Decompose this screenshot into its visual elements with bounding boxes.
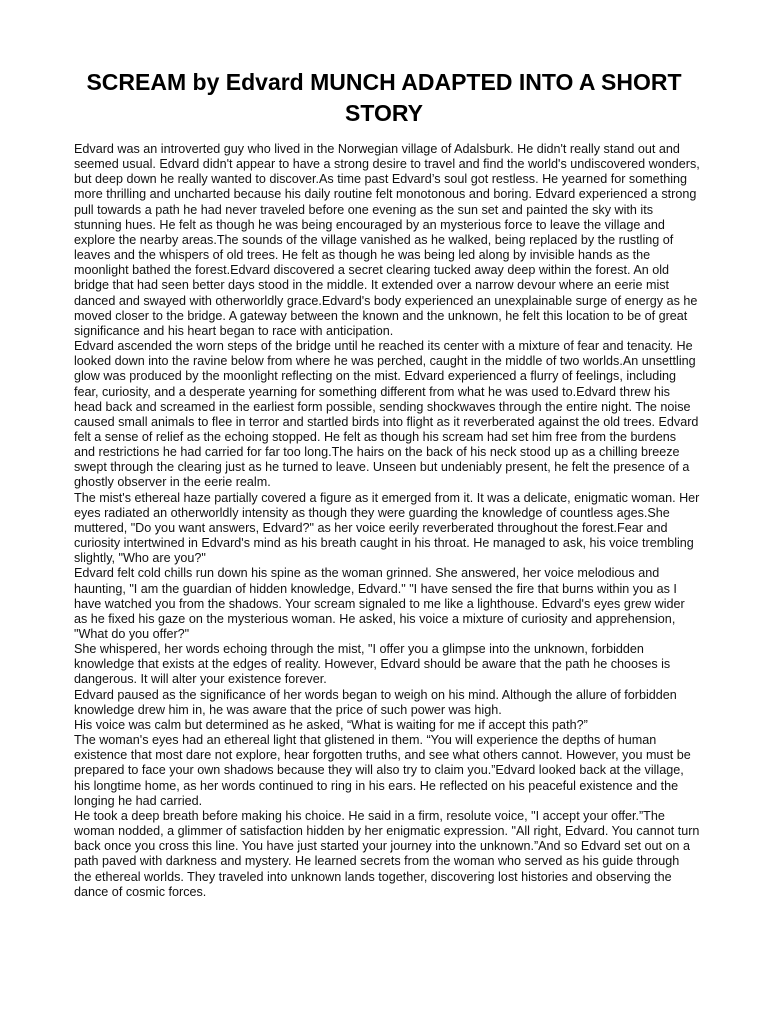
paragraph: Edvard ascended the worn steps of the bridge until he reached its center with a mixture of fear and tenacity. He looked down into the ravine below from where he was perched, caught in the middle of two worlds.An unsettling glow was produced by the moonlight reflecting on the mist. Edvard experienced a flurry of feelings, including fear, curiosity, and a desperate yearning for something different from what he was used to.Edvard threw his head back and screamed in the earliest form possible, sending shockwaves through the entire night. The noise caused small animals to flee in terror and startled birds into flight as it reverberated against the old trees. Edvard felt a sense of relief as the echoing stopped. He felt as though his scream had set him free from the burdens and restrictions he had carried for far too long.The hairs on the back of his neck stood up as a chilling breeze swept through the clearing just as he turned to leave. Unseen but undeniably present, he felt the presence of a ghostly observer in the eerie realm.	[74, 339, 699, 490]
paragraph: He took a deep breath before making his choice. He said in a firm, resolute voice, "I accept your offer.”The woman nodded, a glimmer of satisfaction hidden by her enigmatic expression. "All right, Edvard. You cannot turn back once you cross this line. You have just started your journey into the unknown.”And so Edvard set out on a path paved with darkness and mystery. He learned secrets from the woman who served as his guide through the ethereal worlds. They traveled into unknown lands together, discovering lost histories and observing the dance of cosmic forces.	[74, 808, 700, 899]
paragraph: The mist's ethereal haze partially covered a figure as it emerged from it. It was a delicate, enigmatic woman. Her eyes radiated an otherworldly intensity as though they were guarding the knowledge of countless ages.She muttered, "Do you want answers, Edvard?" as her voice eerily reverberated throughout the forest.Fear and curiosity intertwined in Edvard's mind as his breath caught in his throat. He managed to ask, his voice trembling slightly, "Who are you?"	[74, 490, 700, 566]
paragraph: The woman's eyes had an ethereal light that glistened in them. “You will experience the depths of human existence that most dare not explore, hear forgotten truths, and see what others cannot. However, you must be prepared to face your own shadows because they will also try to claim you.”Edvard looked back at the village, his longtime home, as her words continued to ring in his ears. He reflected on his peaceful existence and the longing he had carried.	[74, 733, 691, 808]
document-title: SCREAM by Edvard MUNCH ADAPTED INTO A SHORT STORY	[86, 69, 682, 126]
paragraph: Edvard felt cold chills run down his spine as the woman grinned. She answered, her voice melodious and haunting, "I am the guardian of hidden knowledge, Edvard." "I have sensed the fire that burns within you as I have watched you from the shadows. Your scream signaled to me like a lighthouse. Edvard's eyes grew wider as he fixed his gaze on the mysterious woman. He asked, his voice a mixture of curiosity and apprehension, "What do you offer?"	[74, 566, 685, 641]
paragraph: His voice was calm but determined as he asked, “What is waiting for me if accept this path?”	[74, 717, 588, 732]
paragraph: Edvard paused as the significance of her words began to weigh on his mind. Although the allure of forbidden knowledge drew him in, he was aware that the price of such power was high.	[74, 687, 677, 717]
paragraph: Edvard was an introverted guy who lived in the Norwegian village of Adalsburk. He didn't really stand out and seemed usual. Edvard didn't appear to have a strong desire to travel and find the world's undiscovered wonders, but deep down he really wanted to discover.As time past Edvard’s soul got restless. He yearned for something more thrilling and uncharted because his daily routine felt monotonous and boring. Edvard experienced a strong pull towards a path he had never traveled before one evening as the sun set and painted the sky with its stunning hues. He felt as though he was being encouraged by an mysterious force to leave the village and explore the nearby areas.The sounds of the village vanished as he walked, being replaced by the rustling of leaves and the whispers of old trees. He felt as though he was being led along by invisible hands as the moonlight bathed the forest.Edvard discovered a secret clearing tucked away deep within the forest. An old bridge that had seen better days stood in the middle. It extended over a narrow devour where an eerie mist danced and swayed with otherworldly grace.Edvard's body experienced an unexplainable surge of energy as he moved closer to the bridge. A gateway between the known and the unknown, he felt this location to be of great significance and his heart began to race with anticipation.	[74, 142, 700, 338]
story-body	[74, 142, 700, 900]
paragraph: She whispered, her words echoing through the mist, "I offer you a glimpse into the unknown, forbidden knowledge that exists at the edges of reality. However, Edvard should be aware that the path he chooses is dangerous. It will alter your existence forever.	[74, 642, 671, 687]
